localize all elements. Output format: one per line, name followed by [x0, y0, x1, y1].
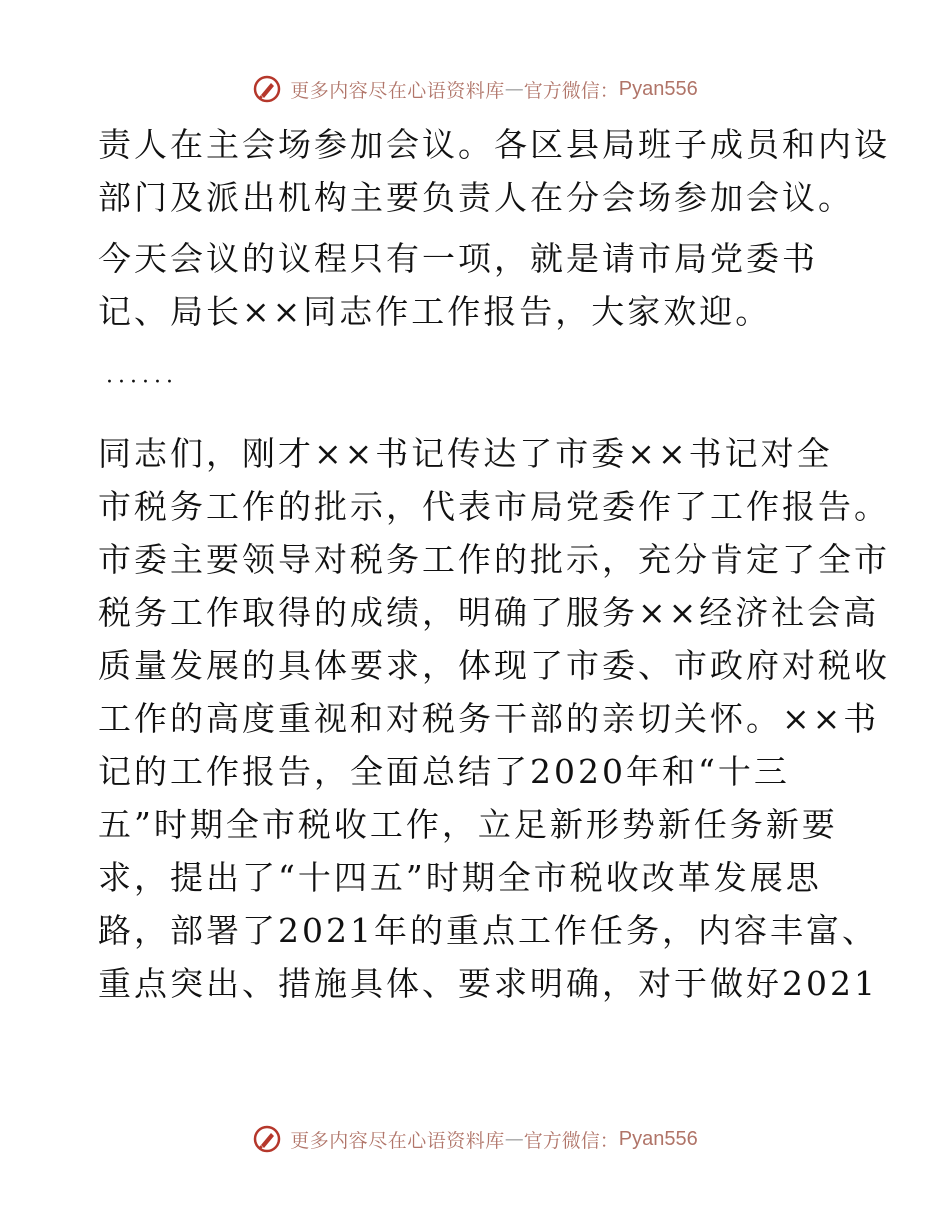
text-line: 记的工作报告，全面总结了2020年和“十三 — [98, 752, 790, 791]
watermark-text: 更多内容尽在心语资料库 — [290, 79, 505, 102]
text-line: 重点突出、措施具体、要求明确，对于做好2021 — [98, 964, 878, 1003]
text-line: 记、局长××同志作工作报告，大家欢迎。 — [98, 292, 772, 331]
watermark-dash: — — [504, 78, 524, 100]
watermark-wechat-id: Pyan556 — [618, 1127, 698, 1150]
text-line: 同志们，刚才××书记传达了市委××书记对全 — [98, 434, 833, 473]
text-line: 今天会议的议程只有一项，就是请市局党委书 — [98, 239, 818, 278]
text-line: 求，提出了“十四五”时期全市税收改革发展思 — [98, 858, 822, 897]
text-line: 税务工作取得的成绩，明确了服务××经济社会高 — [98, 593, 880, 632]
footer-watermark — [0, 1122, 950, 1156]
text-line: 质量发展的具体要求，体现了市委、市政府对税收 — [98, 646, 890, 685]
pen-logo-icon — [252, 1124, 282, 1154]
document-body — [98, 118, 890, 1010]
text-line: 市委主要领导对税务工作的批示，充分肯定了全市 — [98, 540, 890, 579]
paragraph — [98, 427, 890, 1010]
watermark-wechat-id: Pyan556 — [618, 77, 698, 100]
text-line: 责人在主会场参加会议。各区县局班子成员和内设 — [98, 125, 890, 164]
text-line: 路，部署了2021年的重点工作任务，内容丰富、 — [98, 911, 878, 950]
text-line: 五”时期全市税收工作，立足新形势新任务新要 — [98, 805, 838, 844]
watermark-wechat-label: 官方微信： — [523, 79, 619, 102]
ellipsis-separator: ······ — [106, 370, 178, 395]
watermark-dash: — — [504, 1128, 524, 1150]
text-line: 工作的高度重视和对税务干部的亲切关怀。××书 — [98, 699, 880, 738]
paragraph — [98, 118, 890, 224]
text-line: 市税务工作的批示，代表市局党委作了工作报告。 — [98, 487, 890, 526]
watermark-text: 更多内容尽在心语资料库 — [290, 1129, 505, 1152]
paragraph — [98, 232, 858, 338]
watermark-wechat-label: 官方微信： — [523, 1129, 619, 1152]
text-line: 部门及派出机构主要负责人在分会场参加会议。 — [98, 178, 854, 217]
pen-logo-icon — [252, 74, 282, 104]
header-watermark — [0, 72, 950, 106]
